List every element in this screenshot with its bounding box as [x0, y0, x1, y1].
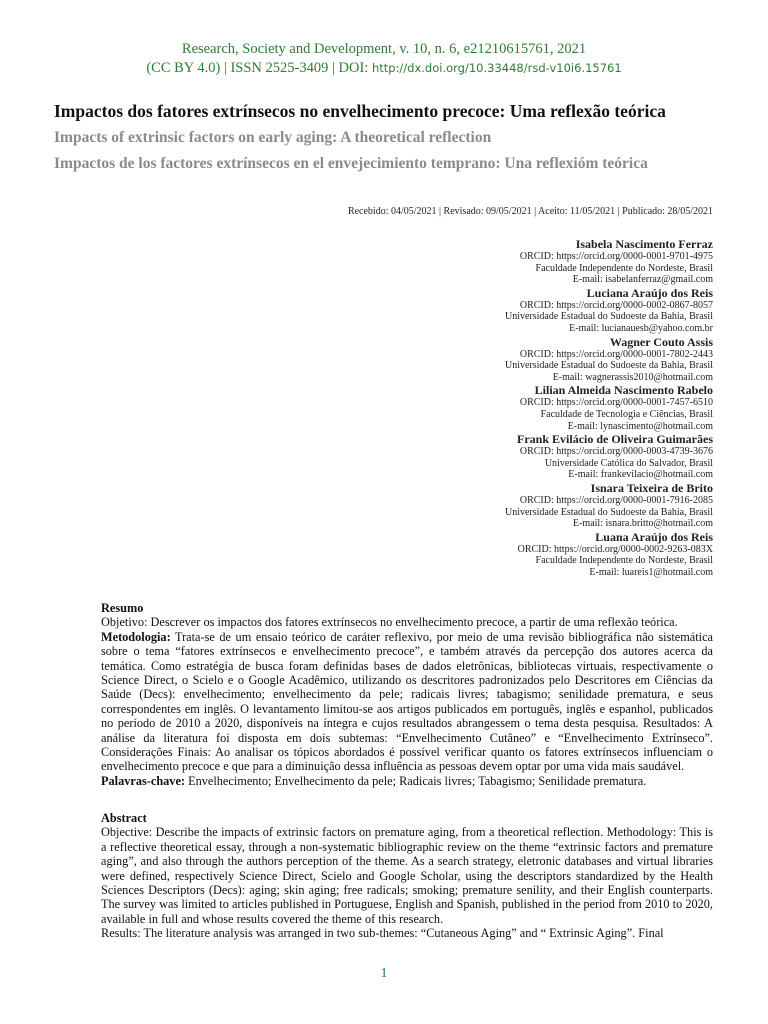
journal-license-line: [0, 59, 768, 78]
author-affiliation: Faculdade Independente do Nordeste, Brasil: [535, 262, 713, 274]
author-name: Frank Evilácio de Oliveira Guimarães: [517, 432, 713, 447]
author-email[interactable]: E-mail: lucianauesb@yahoo.com.br: [569, 322, 713, 334]
author-affiliation: Faculdade de Tecnologia e Ciências, Brasil: [540, 408, 713, 420]
abstract-section: [101, 811, 713, 941]
author-email[interactable]: E-mail: luareis1@hotmail.com: [589, 566, 713, 578]
author-orcid[interactable]: ORCID: https://orcid.org/0000-0001-9701-4975: [519, 251, 713, 262]
abstract-objective-label: Objective:: [101, 825, 153, 840]
author-affiliation: Universidade Católica do Salvador, Brasil: [544, 457, 713, 469]
resumo-consideracoes-label: Considerações Finais:: [101, 745, 211, 760]
author-name: Lilian Almeida Nascimento Rabelo: [534, 383, 713, 398]
doi-link[interactable]: http://dx.doi.org/10.33448/rsd-v10i6.15761: [371, 61, 622, 75]
author-block: [293, 481, 713, 530]
abstract-results: The literature analysis was arranged in two sub-themes: “Cutaneous Aging” and “ Extrinsic Aging”. Final: [140, 926, 664, 941]
abstract-results-label: Results:: [101, 926, 141, 941]
title-portuguese: Impactos dos fatores extrínsecos no envelhecimento precoce: Uma reflexão teórica: [54, 101, 666, 121]
author-email[interactable]: E-mail: isabelanferraz@gmail.com: [572, 274, 713, 286]
journal-citation: Research, Society and Development, v. 10, n. 6, e21210615761, 2021: [181, 41, 587, 57]
author-block: [293, 237, 713, 286]
author-email[interactable]: E-mail: frankevilacio@hotmail.com: [568, 469, 713, 481]
abstract-body: [101, 825, 713, 940]
resumo-objetivo-label: Objetivo:: [101, 615, 148, 630]
author-block: [293, 286, 713, 335]
resumo-keywords: [101, 774, 713, 788]
author-block: [293, 432, 713, 481]
author-name: Luciana Araújo dos Reis: [586, 285, 713, 300]
author-block: [293, 335, 713, 384]
journal-issn: (CC BY 4.0) | ISSN 2525-3409 | DOI:: [146, 60, 372, 76]
resumo-consideracoes: Ao analisar os tópicos abordados é possível verificar quanto os fatores extrínsecos influenciam o envelhecimento precoce e que para a diminuição dessa influência as pessoas devem optar por uma vida mais saudável.: [101, 745, 714, 774]
author-affiliation: Universidade Estadual do Sudoeste da Bahia, Brasil: [504, 360, 713, 372]
keywords-list: Envelhecimento; Envelhecimento da pele; Radicais livres; Tabagismo; Senilidade prematura.: [185, 773, 647, 788]
author-affiliation: Universidade Estadual do Sudoeste da Bahia, Brasil: [504, 311, 713, 323]
author-block: [293, 530, 713, 579]
author-email[interactable]: E-mail: wagnerassis2010@hotmail.com: [552, 371, 713, 383]
title-spanish: Impactos de los factores extrínsecos en el envejecimiento temprano: Una reflexióm teórica: [54, 155, 648, 172]
abstract-methodology-label: Methodology:: [606, 825, 677, 840]
author-name: Wagner Couto Assis: [609, 334, 713, 349]
author-name: Isnara Teixeira de Brito: [590, 480, 713, 495]
submission-dates: Recebido: 04/05/2021 | Revisado: 09/05/2021 | Aceito: 11/05/2021 | Publicado: 28/05/2021: [347, 206, 713, 217]
resumo-metodologia: Trata-se de um ensaio teórico de caráter reflexivo, por meio de uma revisão bibliográfica não sistemática sobre o tema “fatores extrínsecos e envelhecimento precoce”, e também através da percepção dos autores acerca da temática. Como estratégia de busca foram definidas bases de dados eletrônicas, bibliotecas virtuais, respectivamente o Science Direct, o Scielo e o Google Acadêmico, utilizando os descritores padronizados pelo Descritores em Ciências da Saúde (Decs): envelhecimento; envelhecimento da pele; radicais livres; tabagismo; senilidade prematura, e seus correspondentes em inglês. O levantamento limitou-se aos artigos publicados em português, inglês e espanhol, publicados no período de 2010 a 2020, disponíveis na íntegra e cujos resultados abrangessem o tema desta pesquisa.: [101, 629, 713, 731]
author-orcid[interactable]: ORCID: https://orcid.org/0000-0001-7457-6510: [519, 397, 713, 409]
author-orcid[interactable]: ORCID: https://orcid.org/0000-0002-0867-8057: [519, 299, 713, 311]
page-number: 1: [380, 966, 388, 981]
author-name: Luana Araújo dos Reis: [595, 529, 713, 544]
resumo-resultados: A análise da literatura foi disposta em dois subtemas: “Envelhecimento Cutâneo” e “Envelhecimento Extrínseco”.: [101, 716, 714, 745]
author-list: [293, 237, 713, 578]
author-email[interactable]: E-mail: lynascimento@hotmail.com: [567, 420, 713, 432]
resumo-objetivo: Descrever os impactos dos fatores extrínsecos no envelhecimento precoce, a partir de uma reflexão teórica.: [147, 615, 678, 630]
resumo-metodologia-label: Metodologia:: [101, 629, 171, 644]
abstract-methodology: This is a reflective theoretical essay, through a non-systematic bibliographic review on the theme “extrinsic factors and premature aging”, and also through the authors perception of the theme. As a search strategy, eletronic databases and virtual libraries were defined, respectively Science Direct, Scielo and Google Scholar, using the descriptors standardized by the Health Sciences Descriptors (Decs): aging; skin aging; free radicals; smoking; premature senility, and their English counterparts. The survey was limited to articles published in Portuguese, English and Spanish, published in the period from 2010 to 2020, available in full and whose results covered the theme of this research.: [101, 825, 713, 926]
resumo-heading: Resumo: [101, 601, 144, 615]
author-name: Isabela Nascimento Ferraz: [575, 237, 713, 251]
title-english: Impacts of extrinsic factors on early aging: A theoretical reflection: [54, 129, 492, 146]
author-affiliation: Faculdade Independente do Nordeste, Brasil: [535, 555, 713, 567]
author-email[interactable]: E-mail: isnara.britto@hotmail.com: [572, 518, 713, 530]
author-block: [293, 383, 713, 432]
author-orcid[interactable]: ORCID: https://orcid.org/0000-0003-4739-3676: [519, 446, 713, 458]
author-orcid[interactable]: ORCID: https://orcid.org/0000-0002-9263-083X: [517, 543, 713, 555]
resumo-section: [101, 601, 713, 788]
author-orcid[interactable]: ORCID: https://orcid.org/0000-0001-7802-2443: [519, 348, 713, 360]
resumo-resultados-label: Resultados:: [642, 716, 701, 731]
abstract-heading: Abstract: [101, 811, 147, 825]
keywords-label: Palavras-chave:: [101, 773, 186, 788]
abstract-objective: Describe the impacts of extrinsic factors on premature aging, from a theoretical reflection.: [152, 825, 604, 840]
author-affiliation: Universidade Estadual do Sudoeste da Bahia, Brasil: [504, 506, 713, 518]
journal-header: [0, 40, 768, 78]
resumo-body: [101, 615, 713, 773]
author-orcid[interactable]: ORCID: https://orcid.org/0000-0001-7916-2085: [519, 494, 713, 506]
